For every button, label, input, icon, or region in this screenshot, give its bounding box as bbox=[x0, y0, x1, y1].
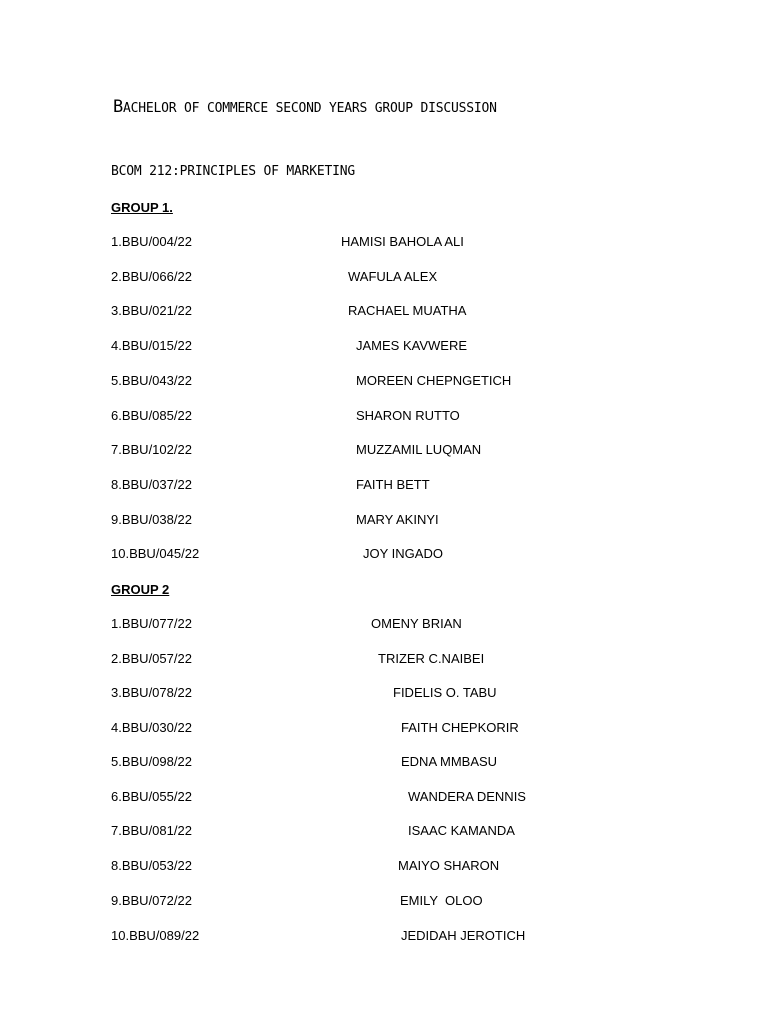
registration-number: 7.BBU/102/22 bbox=[111, 442, 192, 457]
student-name: TRIZER C.NAIBEI bbox=[378, 651, 485, 666]
list-item bbox=[0, 510, 768, 530]
registration-number: 2.BBU/066/22 bbox=[111, 269, 192, 284]
student-name: WAFULA ALEX bbox=[348, 269, 438, 284]
list-item bbox=[0, 614, 768, 634]
list-item bbox=[0, 544, 768, 564]
course-title: BCOM 212:PRINCIPLES OF MARKETING bbox=[111, 164, 356, 179]
registration-number: 4.BBU/015/22 bbox=[111, 338, 192, 353]
list-item bbox=[0, 406, 768, 426]
registration-number: 6.BBU/085/22 bbox=[111, 408, 192, 423]
list-item bbox=[0, 787, 768, 807]
title-text: ACHELOR OF COMMERCE SECOND YEARS GROUP DISCUSSION bbox=[123, 101, 497, 116]
student-name: EDNA MMBASU bbox=[401, 754, 498, 769]
list-item bbox=[0, 856, 768, 876]
student-name: MAIYO SHARON bbox=[398, 858, 500, 873]
registration-number: 8.BBU/037/22 bbox=[111, 477, 192, 492]
list-item bbox=[0, 649, 768, 669]
student-name: WANDERA DENNIS bbox=[408, 789, 526, 804]
list-item bbox=[0, 821, 768, 841]
list-item bbox=[0, 440, 768, 460]
registration-number: 2.BBU/057/22 bbox=[111, 651, 192, 666]
list-item bbox=[0, 475, 768, 495]
registration-number: 3.BBU/078/22 bbox=[111, 685, 192, 700]
list-item bbox=[0, 267, 768, 287]
student-name: MOREEN CHEPNGETICH bbox=[356, 373, 512, 388]
student-name: JEDIDAH JEROTICH bbox=[401, 928, 526, 943]
registration-number: 9.BBU/072/22 bbox=[111, 893, 192, 908]
group-heading: GROUP 1. bbox=[111, 200, 173, 215]
list-item bbox=[0, 718, 768, 738]
student-name: JOY INGADO bbox=[363, 546, 443, 561]
list-item bbox=[0, 891, 768, 911]
registration-number: 4.BBU/030/22 bbox=[111, 720, 192, 735]
registration-number: 10.BBU/045/22 bbox=[111, 546, 200, 561]
list-item bbox=[0, 336, 768, 356]
list-item bbox=[0, 926, 768, 946]
title-initial: B bbox=[113, 97, 124, 117]
student-name: ISAAC KAMANDA bbox=[408, 823, 515, 838]
list-item bbox=[0, 752, 768, 772]
registration-number: 1.BBU/004/22 bbox=[111, 234, 192, 249]
registration-number: 1.BBU/077/22 bbox=[111, 616, 192, 631]
student-name: HAMISI BAHOLA ALI bbox=[341, 234, 464, 249]
list-item bbox=[0, 371, 768, 391]
student-name: FIDELIS O. TABU bbox=[393, 685, 497, 700]
registration-number: 8.BBU/053/22 bbox=[111, 858, 192, 873]
student-name: FAITH BETT bbox=[356, 477, 430, 492]
registration-number: 7.BBU/081/22 bbox=[111, 823, 192, 838]
student-name: FAITH CHEPKORIR bbox=[401, 720, 519, 735]
list-item bbox=[0, 301, 768, 321]
student-name: JAMES KAVWERE bbox=[356, 338, 468, 353]
student-name: RACHAEL MUATHA bbox=[348, 303, 467, 318]
registration-number: 9.BBU/038/22 bbox=[111, 512, 192, 527]
registration-number: 10.BBU/089/22 bbox=[111, 928, 200, 943]
student-name: SHARON RUTTO bbox=[356, 408, 460, 423]
student-name: OMENY BRIAN bbox=[371, 616, 462, 631]
student-name: MUZZAMIL LUQMAN bbox=[356, 442, 482, 457]
registration-number: 5.BBU/098/22 bbox=[111, 754, 192, 769]
list-item bbox=[0, 683, 768, 703]
registration-number: 5.BBU/043/22 bbox=[111, 373, 192, 388]
registration-number: 6.BBU/055/22 bbox=[111, 789, 192, 804]
student-name: MARY AKINYI bbox=[356, 512, 439, 527]
student-name: EMILY OLOO bbox=[400, 893, 483, 908]
group-heading: GROUP 2 bbox=[111, 582, 170, 597]
document-title bbox=[113, 96, 497, 120]
list-item bbox=[0, 232, 768, 252]
registration-number: 3.BBU/021/22 bbox=[111, 303, 192, 318]
